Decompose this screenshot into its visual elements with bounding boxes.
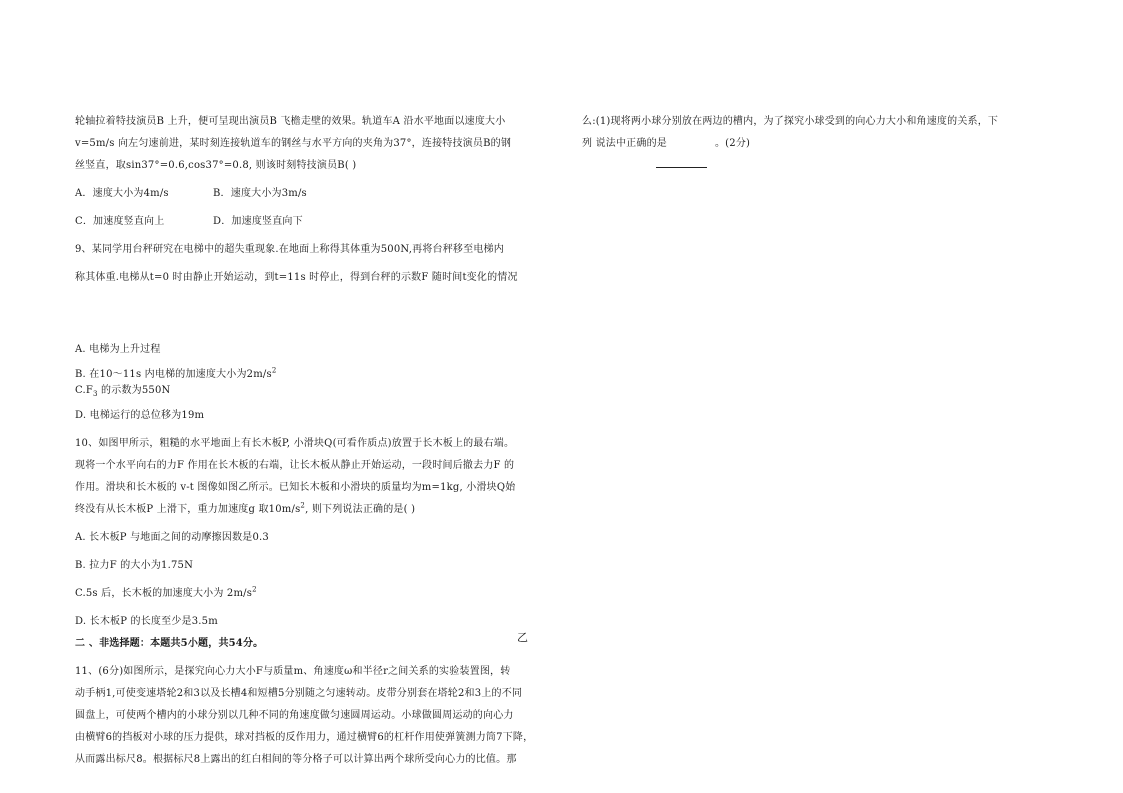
q10-option-d: D. 长木板P 的长度至少是3.5m [75,616,218,627]
q10-line-3: 作用。滑块和长木板的 v-t 图像如图乙所示。已知长木板和小滑块的质量均为m=1kg, 小滑块Q始 [75,482,516,493]
q11-line-5: 从而露出标尺8。根据标尺8上露出的红白相间的等分格子可以计算出两个球所受向心力的比值。那 [75,754,517,765]
q8-option-b: B．速度大小为3m/s [213,188,307,199]
q11-line-2: 动手柄1,可使变速塔轮2和3以及长槽4和短槽5分别随之匀速转动。皮带分别套在塔轮2和3上的不同 [75,688,523,699]
q10-line-1: 10、如图甲所示，粗糙的水平地面上有长木板P, 小滑块Q(可看作质点)放置于长木板上的最右端。 [75,438,515,449]
left-column [75,111,565,771]
q10-option-a: A. 长木板P 与地面之间的动摩擦因数是0.3 [75,532,269,543]
q8-line-3: 丝竖直，取sin37°=0.6,cos37°=0.8, 则该时刻特技演员B( ) [75,160,357,171]
q8-line-2: v=5m/s 向左匀速前进，某时刻连接轨道车的钢丝与水平方向的夹角为37°，连接特技演员B的钢 [75,138,512,149]
q8-line-1: 轮轴拉着特技演员B 上升，便可呈现出演员B 飞檐走壁的效果。轨道车A 沿水平地面以速度大小 [75,116,506,127]
q8-options-row-2 [75,211,565,233]
q9-option-b: B. 在10～11s 内电梯的加速度大小为$2m/s^2$ [75,366,277,380]
q10-option-b: B. 拉力F 的大小为1.75N [75,560,194,571]
q11-line-1: 11、(6分)如图所示，是探究向心力大小F与质量m、角速度ω和半径r之间关系的实验装置图，转 [75,666,511,677]
q11-line-4: 由横臂6的挡板对小球的压力提供，球对挡板的反作用力，通过横臂6的杠杆作用使弹簧测力筒7下降， [75,732,534,743]
q9-line-1: 9、某同学用台秤研究在电梯中的超失重现象.在地面上称得其体重为500N,再将台秤移至电梯内 [75,244,504,255]
q11-line-3: 圆盘上，可使两个槽内的小球分别以几种不同的角速度做匀速圆周运动。小球做圆周运动的向心力 [75,710,514,721]
q8-options-row-1 [75,183,565,205]
section-2-heading: 二 、非选择题：本题共5小题，共54分。 [75,638,264,649]
q8-option-c: C．加速度竖直向上 [75,216,165,227]
figure-label-yi: 乙 [517,631,528,644]
q8-option-a: A．速度大小为4m/s [75,188,169,199]
q9-option-a: A. 电梯为上升过程 [75,344,161,355]
q11-continued-line-1: 么:(1)现将两小球分别放在两边的槽内，为了探究小球受到的向心力大小和角速度的关系，下 [582,116,999,127]
q10-line-2: 现将一个水平向右的力F 作用在长木板的右端，让长木板从静止开始运动，一段时间后撤去力F 的 [75,460,515,471]
q8-option-d: D．加速度竖直向下 [213,216,303,227]
q9-line-2: 称其体重.电梯从t=0 时由静止开始运动，到t=11s 时停止，得到台秤的示数F 随时间t变化的情况 [75,272,518,283]
answer-underline [656,167,707,168]
right-column [582,111,1067,155]
q9-figure-space [75,289,565,339]
q11-continued-line-2: 列 说法中正确的是 。(2分) [582,138,751,149]
q10-line-4: 终没有从长木板P 上滑下，重力加速度g 取$10m/s^2$, 则下列说法正确的是( ) [75,501,416,515]
q10-option-c: C.5s 后，长木板的加速度大小为 $2m/s^2$ [75,585,257,599]
q9-option-d: D. 电梯运行的总位移为19m [75,410,205,421]
q9-option-c: $C.F_3$ 的示数为550N [75,385,171,398]
